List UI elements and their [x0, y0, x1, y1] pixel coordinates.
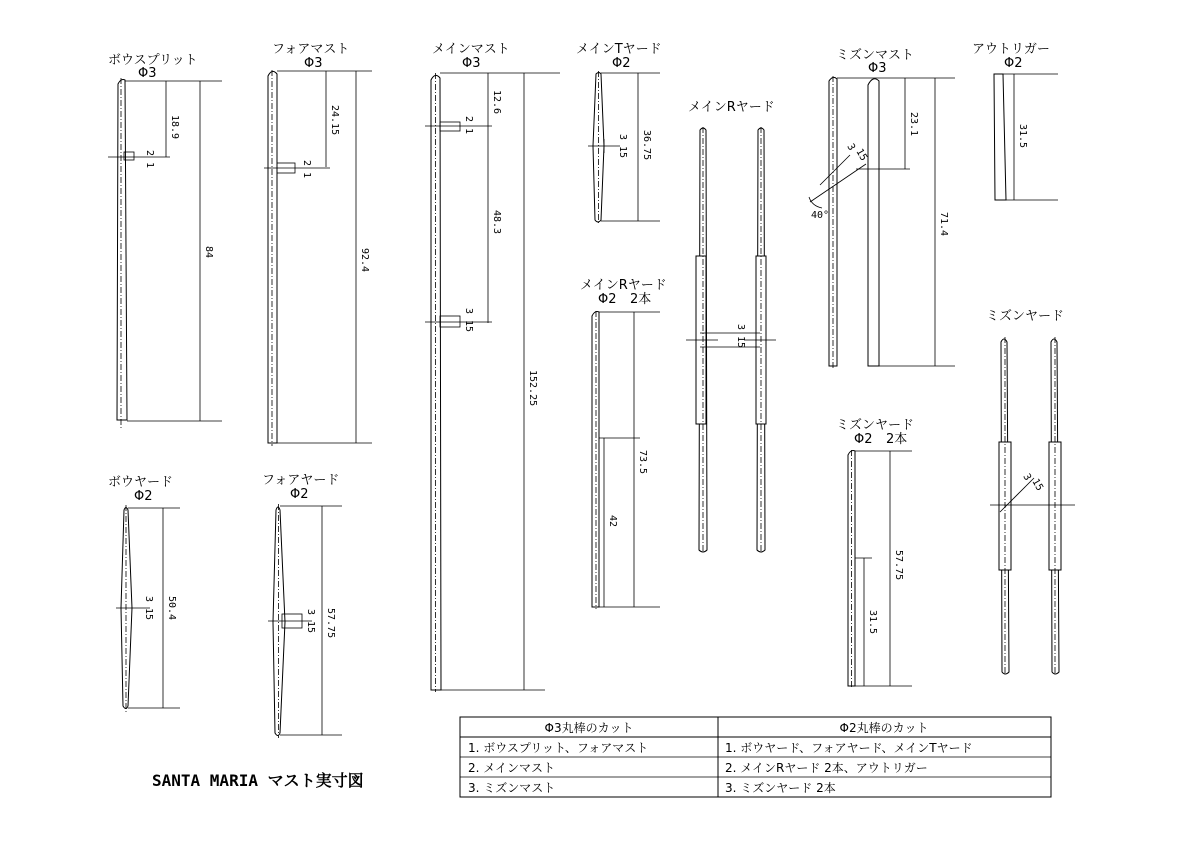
- drawing-title: SANTA MARIA マスト実寸図: [152, 771, 364, 790]
- outrigger-name: アウトリガー: [972, 42, 1050, 57]
- mainmast-diameter: Φ3: [462, 56, 481, 71]
- table-cell: 1. ボウヤード、フォアヤード、メインTヤード: [725, 741, 973, 755]
- dimension-text: 15: [305, 621, 316, 634]
- bowsprit-diameter: Φ3: [138, 66, 157, 81]
- dimension-text: 3: [305, 609, 316, 616]
- dimension-text: 24.15: [329, 105, 340, 136]
- main-r-yard-assembly-name: メインRヤード: [688, 100, 775, 115]
- angle-line: [810, 164, 866, 202]
- fore-yard-diameter: Φ2: [290, 487, 309, 502]
- dimension-text: 3: [735, 324, 746, 331]
- slot-cutout: [440, 122, 460, 131]
- dimension-text: 50.4: [166, 596, 177, 621]
- main-t-yard-name: メインTヤード: [576, 42, 662, 57]
- bow-yard-drawing: [108, 475, 180, 712]
- cut-table: [460, 717, 1051, 797]
- dimension-text: 57.75: [893, 550, 904, 581]
- dimension-text: 3: [143, 596, 154, 603]
- table-cell: 3. ミズンマスト: [468, 781, 556, 795]
- bow-yard-name: ボウヤード: [108, 475, 174, 490]
- main-r-yard-quantity: 2本: [630, 292, 652, 307]
- dimension-text: 3: [617, 134, 628, 141]
- dimension-text: 2: [144, 150, 155, 157]
- dimension-text: 48.3: [491, 210, 502, 235]
- fore-yard-drawing: [262, 473, 342, 738]
- mizzen-yard-quantity: 2本: [886, 432, 908, 447]
- foremast-drawing: [264, 42, 372, 446]
- mainmast-spar: [431, 75, 441, 690]
- main-t-yard-drawing: [576, 42, 662, 224]
- outrigger-diameter: Φ2: [1004, 56, 1023, 71]
- mizzen-yard-diameter: Φ2: [854, 432, 873, 447]
- dimension-text: 23.1: [908, 112, 919, 137]
- main-r-yard-diameter: Φ2: [598, 292, 617, 307]
- dimension-text: 18.9: [169, 115, 180, 140]
- dimension-text: 84: [203, 246, 214, 259]
- mainmast-drawing: [425, 42, 560, 692]
- mainmast-name: メインマスト: [432, 42, 510, 57]
- dimension-text: 12.6: [491, 90, 502, 115]
- bowsprit-name: ボウスプリット: [108, 53, 198, 68]
- main-r-yard-drawing: [580, 278, 667, 609]
- main-r-yard-assembly: [686, 100, 776, 553]
- main-r-yard-name: メインRヤード: [580, 278, 667, 293]
- angle-text: 40°: [811, 210, 830, 221]
- dimension-text: 15: [853, 147, 869, 163]
- dimension-text: 15: [1029, 477, 1045, 493]
- dimension-text: 42: [607, 515, 618, 528]
- main-r-yard-spar: [592, 312, 599, 608]
- dimension-text: 15: [463, 320, 474, 333]
- table-header: Φ2丸棒のカット: [839, 721, 929, 735]
- dimension-text: 73.5: [637, 450, 648, 475]
- bow-yard-diameter: Φ2: [134, 489, 153, 504]
- foremast-spar: [268, 71, 277, 443]
- foremast-diameter: Φ3: [304, 56, 323, 71]
- bowsprit-drawing: [108, 53, 222, 428]
- dimension-text: 3: [844, 142, 857, 153]
- mizzenmast-spar-b: [868, 79, 879, 366]
- dimension-text: 2: [301, 160, 312, 167]
- dimension-text: 3: [1020, 472, 1033, 483]
- dimension-text: 1: [463, 128, 474, 135]
- mizzen-yard-assembly: [986, 309, 1075, 675]
- outrigger-drawing: [972, 42, 1058, 200]
- table-cell: 2. メインマスト: [468, 761, 556, 775]
- dimension-text: 1: [301, 172, 312, 179]
- dimension-text: 92.4: [359, 248, 370, 273]
- main-t-yard-diameter: Φ2: [612, 56, 631, 71]
- bowsprit-spar: [117, 80, 127, 421]
- slot-cutout: [440, 316, 460, 327]
- mizzen-yard-drawing: [836, 418, 914, 688]
- dimension-text: 57.75: [325, 608, 336, 639]
- dimension-text: 152.25: [527, 370, 538, 407]
- dimension-text: 71.4: [938, 212, 949, 237]
- table-cell: 3. ミズンヤード 2本: [725, 781, 836, 795]
- mizzen-yard-assembly-name: ミズンヤード: [986, 309, 1065, 324]
- dimension-text: 2: [463, 116, 474, 123]
- dimension-text: 1: [144, 162, 155, 169]
- outrigger-spar: [994, 74, 1006, 200]
- table-cell: 2. メインRヤード 2本、アウトリガー: [725, 761, 928, 775]
- dimension-text: 31.5: [1017, 124, 1028, 149]
- table-header: Φ3丸棒のカット: [544, 721, 634, 735]
- mizzenmast-name: ミズンマスト: [836, 48, 915, 63]
- mizzenmast-diameter: Φ3: [868, 61, 887, 76]
- table-cell: 1. ボウスプリット、フォアマスト: [468, 741, 649, 755]
- dimension-text: 3: [463, 308, 474, 315]
- mizzenmast-drawing: [809, 48, 955, 370]
- dimension-text: 36.75: [641, 130, 652, 161]
- fore-yard-name: フォアヤード: [262, 473, 340, 488]
- dimension-text: 15: [143, 608, 154, 621]
- dimension-text: 15: [735, 336, 746, 349]
- mizzen-yard-name: ミズンヤード: [836, 418, 915, 433]
- foremast-name: フォアマスト: [272, 42, 350, 57]
- dimension-text: 31.5: [867, 610, 878, 635]
- dimension-text: 15: [617, 146, 628, 159]
